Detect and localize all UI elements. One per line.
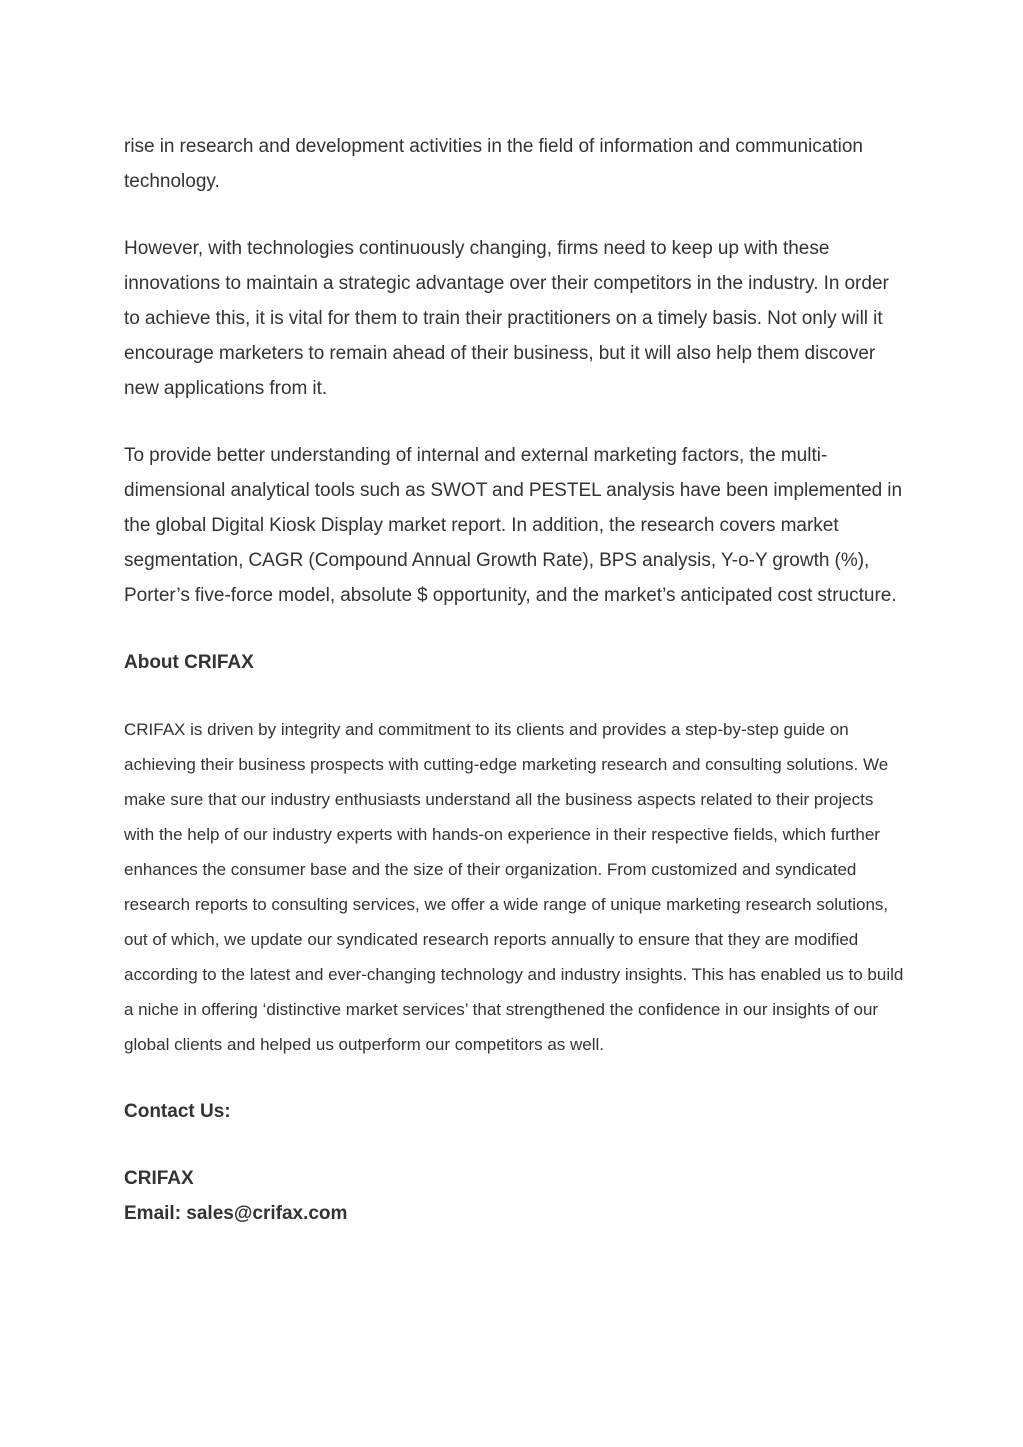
document-page — [124, 129, 904, 1231]
contact-details — [124, 1161, 904, 1231]
contact-heading: Contact Us: — [124, 1101, 231, 1122]
paragraph-rd-activities: rise in research and development activities in the field of information and communication technology. — [124, 136, 863, 192]
paragraph-technology-innovation: However, with technologies continuously changing, firms need to keep up with these innovations to maintain a strategic advantage over their competitors in the industry. In order to achieve this, it is vital for them to train their practitioners on a timely basis. Not only will it encourage marketers to remain ahead of their business, but it will also help them discover new applications from it. — [124, 238, 889, 399]
contact-company: CRIFAX — [124, 1168, 194, 1189]
contact-email[interactable]: Email: sales@crifax.com — [124, 1203, 348, 1224]
about-heading: About CRIFAX — [124, 652, 254, 673]
paragraph-analytical-tools: To provide better understanding of internal and external marketing factors, the multi-dimensional analytical tools such as SWOT and PESTEL analysis have been implemented in the global Digital Kiosk Display market report. In addition, the research covers market segmentation, CAGR (Compound Annual Growth Rate), BPS analysis, Y-o-Y growth (%), Porter’s five-force model, absolute $ opportunity, and the market’s anticipated cost structure. — [124, 445, 903, 606]
about-body: CRIFAX is driven by integrity and commitment to its clients and provides a step-by-step guide on achieving their business prospects with cutting-edge marketing research and consulting solutions. We make sure that our industry enthusiasts understand all the business aspects related to their projects with the help of our industry experts with hands-on experience in their respective fields, which further enhances the consumer base and the size of their organization. From customized and syndicated research reports to consulting services, we offer a wide range of unique marketing research solutions, out of which, we update our syndicated research reports annually to ensure that they are modified according to the latest and ever-changing technology and industry insights. This has enabled us to build a niche in offering ‘distinctive market services’ that strengthened the confidence in our insights of our global clients and helped us outperform our competitors as well. — [124, 720, 904, 1054]
